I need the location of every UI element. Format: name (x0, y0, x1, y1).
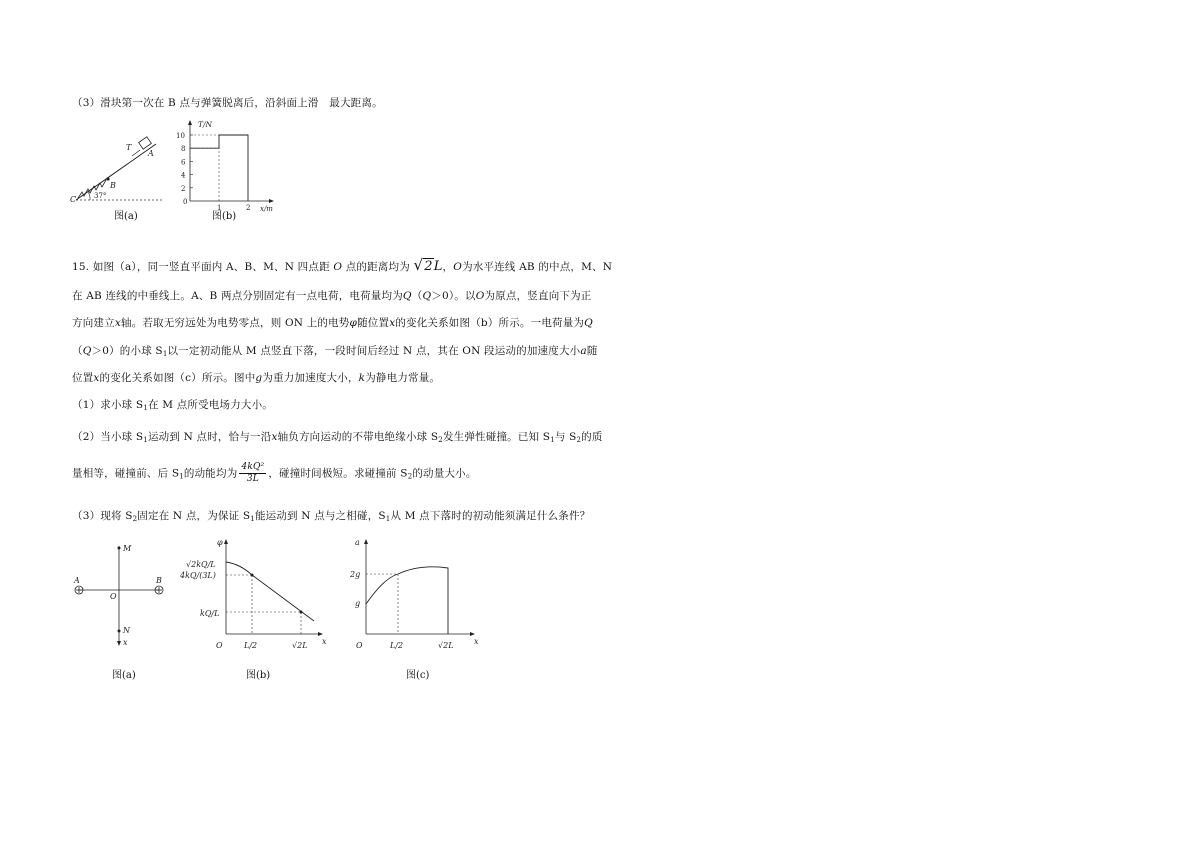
fig15b-caption: 图(b) (246, 670, 271, 681)
x-axis-label: x (474, 637, 479, 646)
ytick-4kq3l: 4kQ/(3L) (180, 571, 216, 580)
x-axis-label: x/m (260, 205, 273, 213)
ytick-label: 0 (183, 198, 188, 206)
origin-label: O (356, 641, 363, 650)
q15-part2-line2: 量相等，碰撞前、后 $S_1$的动能均为 $\frac{\text{4kQ²}}{3L}$ ，碰撞时间极短。求碰撞前 $S_2$的动量大小。 (72, 462, 477, 484)
tension-label: T (126, 143, 132, 152)
tension-chart (168, 118, 283, 217)
q14-part3-text: （3）滑块第一次在 B 点与弹簧脱离后，沿斜面上滑 最大距离。 (72, 97, 383, 109)
sqrt-2L: √2L (413, 256, 443, 274)
q15-part2-line1: （2）当小球 $S_1$运动到 N 点时，恰与一沿x轴负方向运动的不带电绝缘小球 $S_2$发生弹性碰撞。已知 $S_1$与 $S_2$的质 (72, 431, 603, 444)
point-n-label: N (123, 626, 130, 635)
point-a-label: A (74, 576, 80, 585)
y-axis-label: a (355, 538, 360, 547)
potential-chart (172, 536, 332, 658)
xtick-l2: L/2 (244, 641, 258, 650)
y-axis-label: T/N (198, 120, 213, 129)
ytick-label: 10 (176, 132, 185, 140)
xtick-label: 1 (217, 204, 222, 212)
ytick-2g: 2g (350, 570, 361, 579)
x-axis-label: x (123, 638, 128, 647)
point-b-label: B (110, 181, 116, 190)
x-axis-label: x (322, 637, 327, 646)
xtick-l2: L/2 (390, 641, 404, 650)
ytick-kql: kQ/L (200, 609, 220, 618)
q15-part1: （1）求小球 $S_1$在 M 点所受电场力大小。 (72, 399, 273, 412)
point-m-label: M (123, 544, 132, 553)
ytick-g: g (355, 599, 361, 608)
q15-line4: （Q＞0）的小球 $S_1$以一定初动能从 M 点竖直下落，一段时间后经过 N 点，其在 ON 段运动的加速度大小a随 (72, 345, 598, 358)
ytick-label: 6 (181, 158, 186, 167)
ytick-label: 8 (181, 145, 186, 154)
fig15a-caption: 图(a) (112, 670, 136, 681)
origin-label: O (110, 592, 117, 601)
xtick-sqrt2l: √2L (438, 641, 454, 650)
point-a-label: A (148, 149, 154, 158)
xtick-label: 2 (246, 204, 251, 212)
q15-line3: 方向建立x轴。若取无穷远处为电势零点，则 ON 上的电势φ随位置x的变化关系如图（b）所示。一电荷量为Q (72, 317, 593, 329)
acceleration-chart (346, 536, 486, 658)
y-axis-label: φ (217, 538, 223, 547)
charge-layout-figure (68, 538, 178, 657)
point-b-label: B (156, 576, 162, 585)
fig14b-caption: 图(b) (212, 211, 237, 222)
origin-label: O (216, 641, 223, 650)
q15-line2: 在 AB 连线的中垂线上。A、B 两点分别固定有一点电荷，电荷量均为Q（Q＞0）。以O为原点，竖直向下为正 (72, 290, 592, 302)
kinetic-energy-fraction: $\frac{\text{4kQ²}}{3L}$ (241, 462, 265, 484)
point-c-label: C (70, 195, 77, 204)
xtick-sqrt2l: √2L (292, 641, 308, 650)
q15-line1: 15. 如图（a），同一竖直平面内 A、B、M、N 四点距 O 点的距离均为 √2L，O为水平连线 AB 的中点，M、N (72, 256, 613, 274)
ytick-label: 2 (181, 184, 186, 193)
q15-part3: （3）现将 $S_2$固定在 N 点，为保证 $S_1$能运动到 N 点与之相碰，$S_1$从 M 点下落时的初动能须满足什么条件？ (72, 510, 591, 523)
ytick-label: 4 (181, 171, 186, 180)
q15-line5: 位置x的变化关系如图（c）所示。图中g为重力加速度大小，k为静电力常量。 (72, 372, 441, 384)
fig15c-caption: 图(c) (406, 670, 430, 681)
ytick-sqrt2kq: √2kQ/L (186, 560, 216, 569)
fig14a-caption: 图(a) (114, 211, 138, 222)
angle-label: 37° (94, 192, 107, 200)
